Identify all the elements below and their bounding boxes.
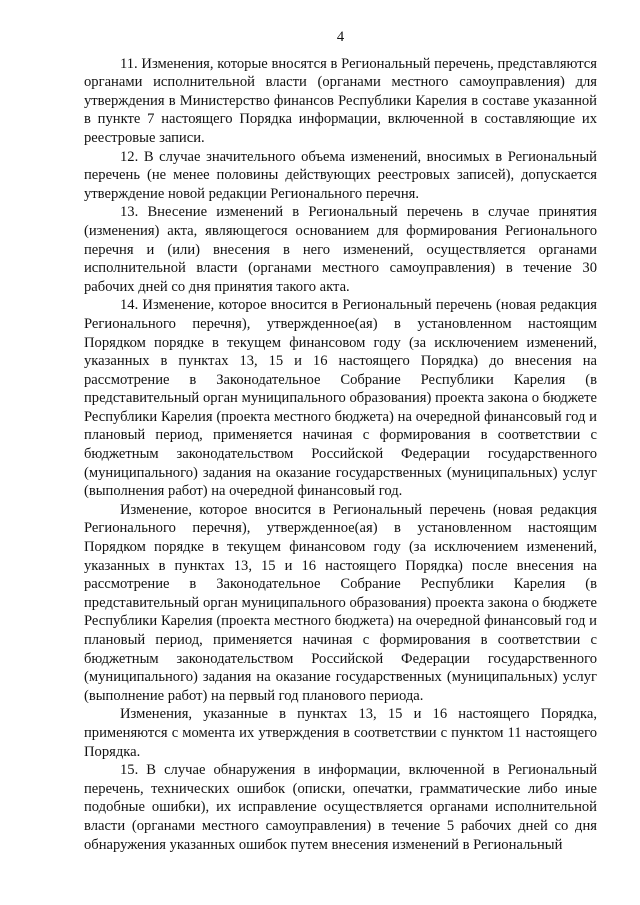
- paragraph-14-part-3: Изменения, указанные в пунктах 13, 15 и 16 настоящего Порядка, применяются с момента их утверждения в соответствии с пунктом 11 настоящего Порядка.: [84, 706, 597, 760]
- page-number: 4: [336, 29, 345, 45]
- paragraph-13: 13. Внесение изменений в Региональный перечень в случае принятия (изменения) акта, являющегося основанием для формирования Регионального перечня и (или) внесения в него изменений, осуществляется органами исполнительной власти (органами местного самоуправления) в течение 30 рабочих дней со дня принятия такого акта.: [84, 204, 597, 295]
- paragraph-15: 15. В случае обнаружения в информации, включенной в Региональный перечень, технических ошибок (описки, опечатки, грамматические либо иные подобные ошибки), их исправление осуществляется органами исполнительной власти (органами местного самоуправления) в течение 5 рабочих дней со дня обнаружения указанных ошибок путем внесения изменений в Региональный: [84, 762, 597, 853]
- paragraph-14-part-2: Изменение, которое вносится в Региональный перечень (новая редакция Регионального перечня), утвержденное(ая) в установленном настоящим Порядком порядке в текущем финансовом году (за исключением изменений, указанных в пунктах 13, 15 и 16 настоящего Порядка) после внесения на рассмотрение в Законодательное Собрание Республики Карелия (в представительный орган муниципального образования) проекта закона о бюджете Республики Карелия (проекта местного бюджета) на очередной финансовый год и плановый период, применяется начиная с формирования в соответствии с бюджетным законодательством Российской Федерации государственного (муниципального) задания на оказание государственных (муниципальных) услуг (выполнение работ) на первый год планового периода.: [84, 501, 597, 704]
- paragraph-12: 12. В случае значительного объема изменений, вносимых в Региональный перечень (не менее половины действующих реестровых записей), допускается утверждение новой редакции Регионального перечня.: [84, 148, 597, 202]
- document-page: [84, 28, 597, 854]
- paragraph-14: 14. Изменение, которое вносится в Региональный перечень (новая редакция Регионального перечня), утвержденное(ая) в установленном настоящим Порядком порядке в текущем финансовом году (за исключением изменений, указанных в пунктах 13, 15 и 16 настоящего Порядка) до внесения на рассмотрение в Законодательное Собрание Республики Карелия (в представительный орган муниципального образования) проекта закона о бюджете Республики Карелия (проекта местного бюджета) на очередной финансовый год и плановый период, применяется начиная с формирования в соответствии с бюджетным законодательством Российской Федерации государственного (муниципального) задания на оказание государственных (муниципальных) услуг (выполнения работ) на очередной финансовый год.: [84, 297, 597, 500]
- paragraph-11: 11. Изменения, которые вносятся в Региональный перечень, представляются органами исполнительной власти (органами местного самоуправления) для утверждения в Министерство финансов Республики Карелия в составе указанной в пункте 7 настоящего Порядка информации, включенной в составляющие их реестровые записи.: [84, 55, 597, 146]
